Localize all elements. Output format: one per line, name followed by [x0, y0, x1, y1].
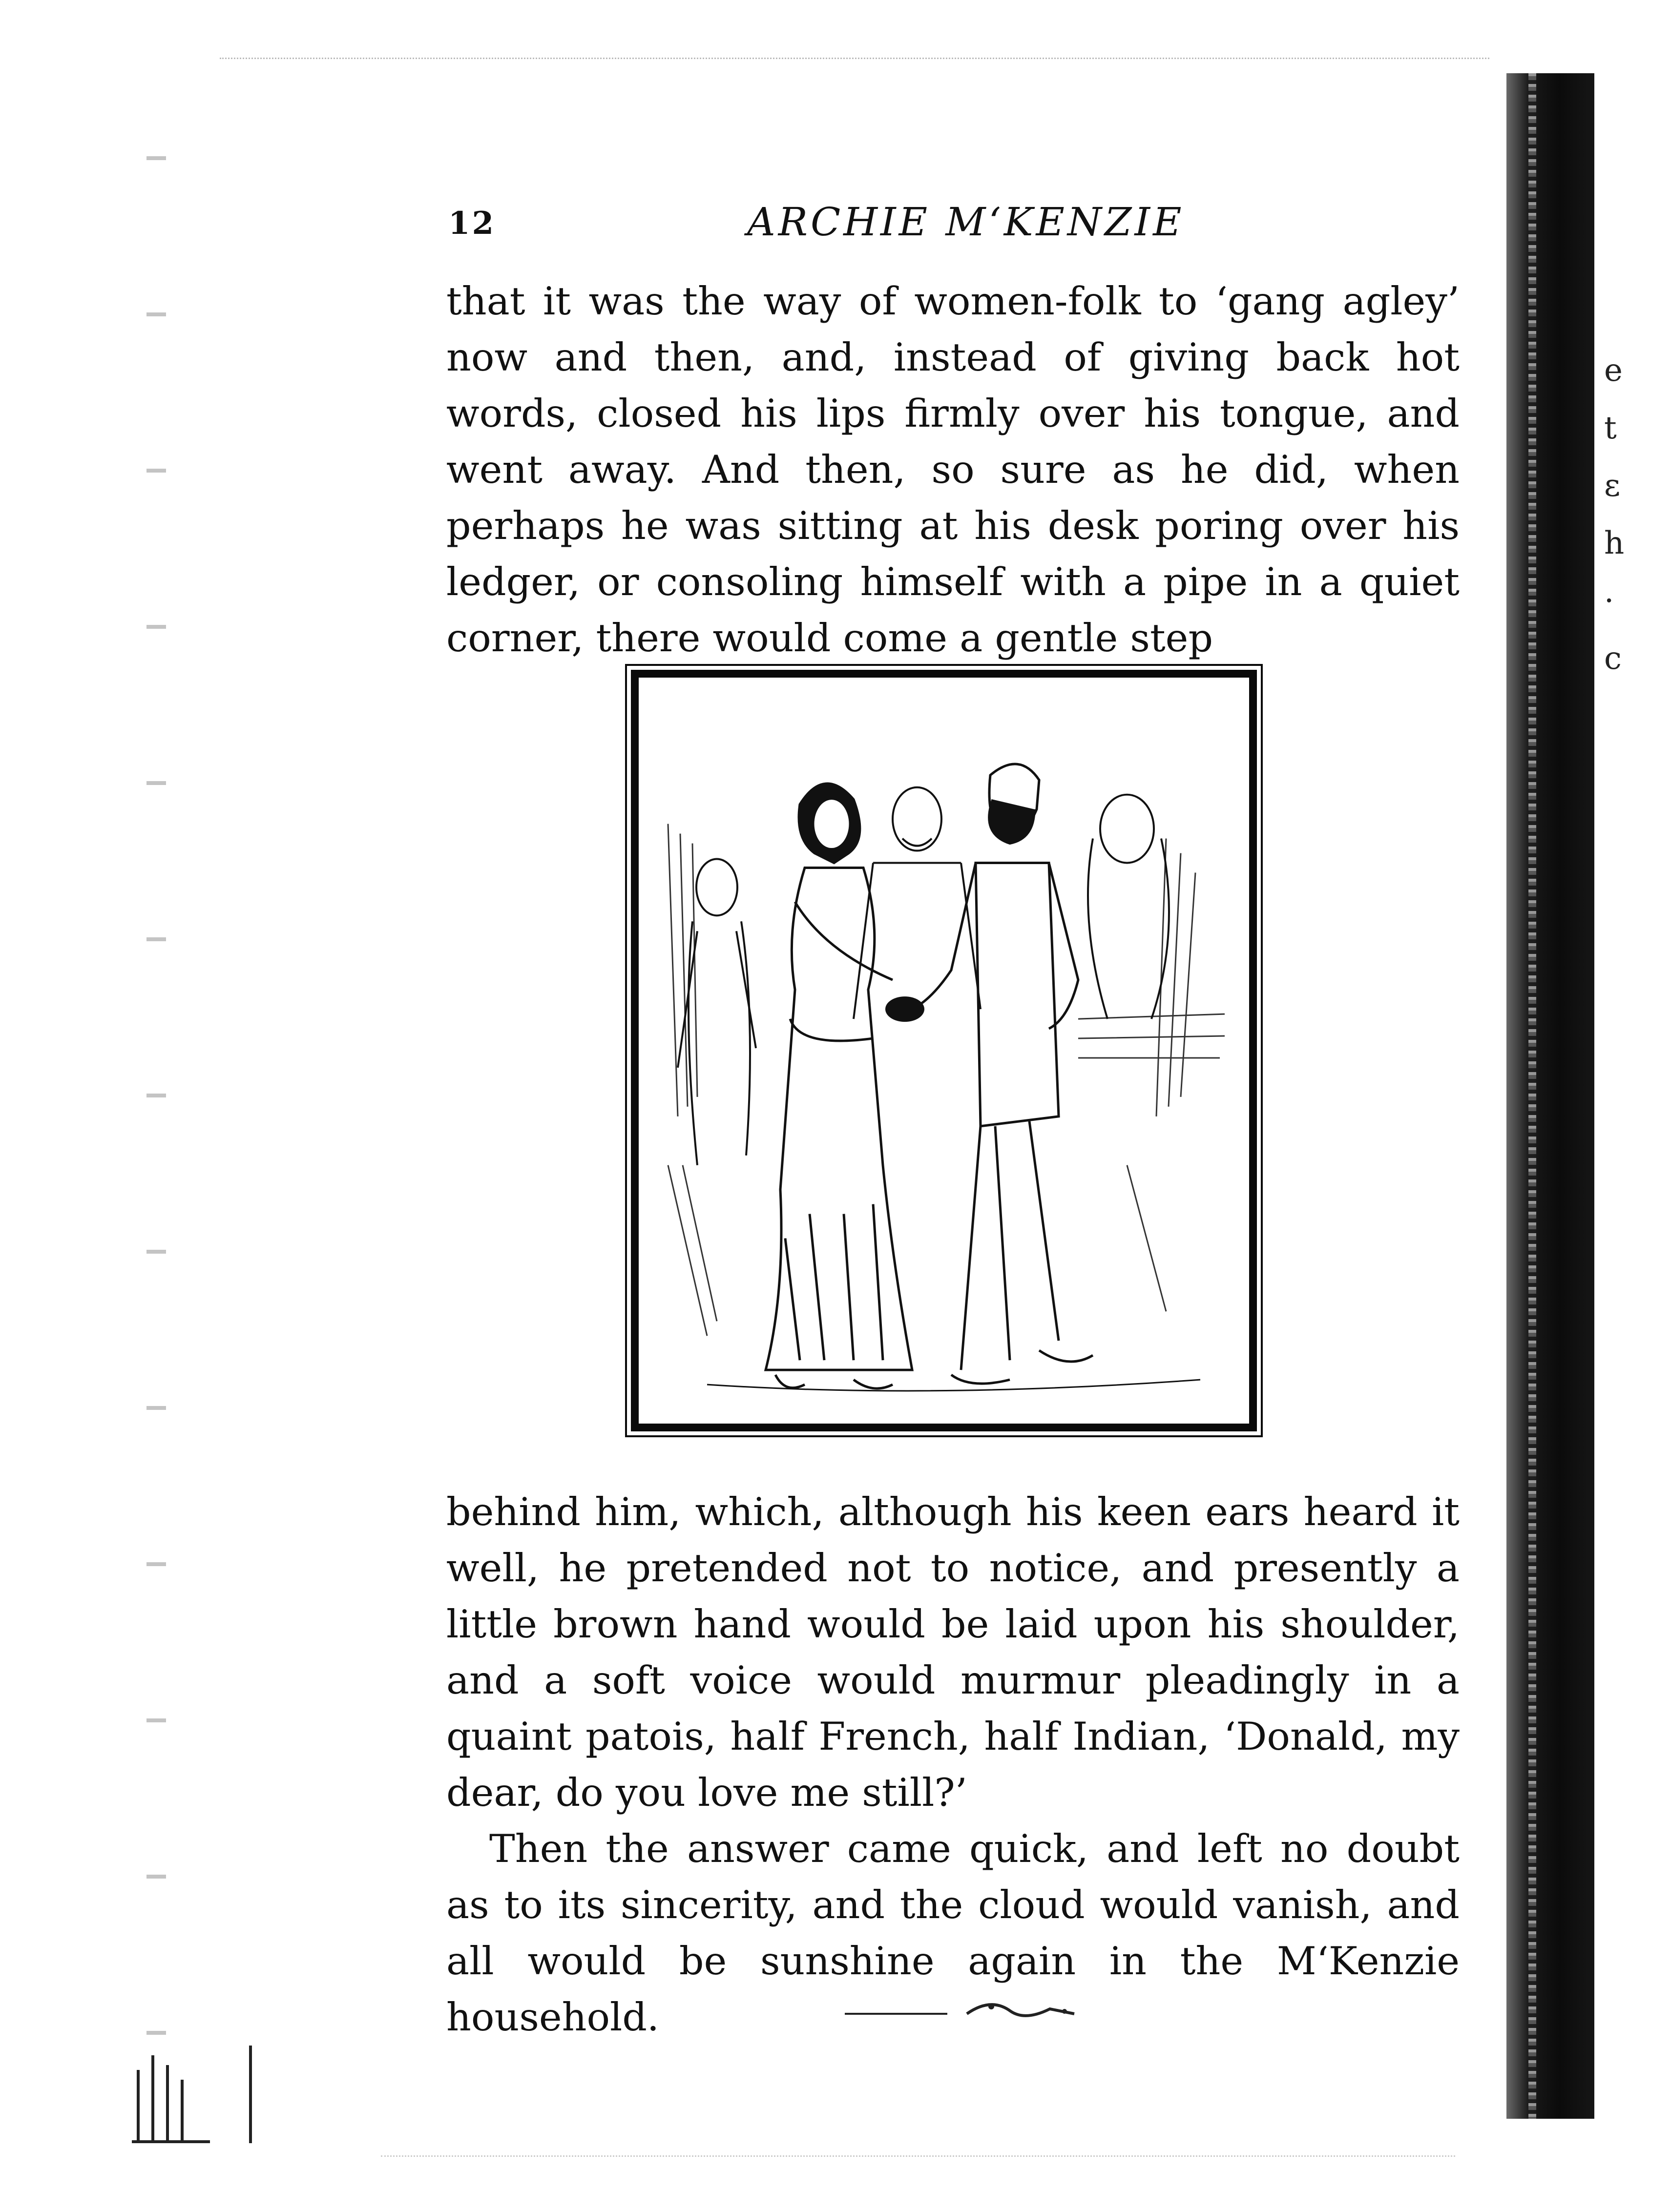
page-number: 12 — [448, 205, 496, 242]
edge-letter: c — [1604, 641, 1622, 677]
paragraph-last: Then the answer came quick, and left no doubt as to its sincerity, and the cloud would vanish, and all would be sunshine again in the M‘Kenzie household. — [446, 1826, 1460, 2040]
scan-bottom-left-marks — [132, 1938, 278, 2143]
edge-letter: ε — [1604, 468, 1621, 504]
end-flourish-ornament-icon — [845, 1992, 1099, 2031]
binding-shadow — [1506, 73, 1594, 2119]
text-block-top — [446, 273, 1460, 666]
scan-bottom-rule — [381, 2155, 1455, 2157]
edge-letter: h — [1604, 525, 1625, 561]
edge-letter: · — [1604, 583, 1614, 619]
paragraph-top: that it was the way of women-folk to ‘gang agley’ now and then, and, instead of giving back hot words, closed his lips firmly over his tongue, and went away. And then, so sure as he did, when perhaps he was sitting at his desk poring over his ledger, or consoling himself with a pipe in a quiet corner, there would come a gentle step — [446, 279, 1460, 661]
running-head: ARCHIE M‘KENZIE — [747, 199, 1185, 245]
engraving-couple-icon — [639, 678, 1249, 1424]
edge-letter: e — [1604, 352, 1623, 389]
scan-top-rule — [220, 58, 1489, 59]
text-block-bottom — [446, 1484, 1460, 2046]
paragraph-continued: behind him, which, although his keen ears heard it well, he pretended not to notice, and presently a little brown hand would be laid upon his shoulder, and a soft voice would murmur pleadingly in a quaint patois, half French, half Indian, ‘Donald, my dear, do you love me still?’ — [446, 1489, 1460, 1815]
binding-edge — [1528, 73, 1536, 2119]
edge-letter: t — [1604, 410, 1617, 446]
illustration-frame — [631, 670, 1257, 1431]
scan-margin-dots — [146, 39, 166, 2187]
adjacent-page-fragments — [1604, 342, 1643, 687]
